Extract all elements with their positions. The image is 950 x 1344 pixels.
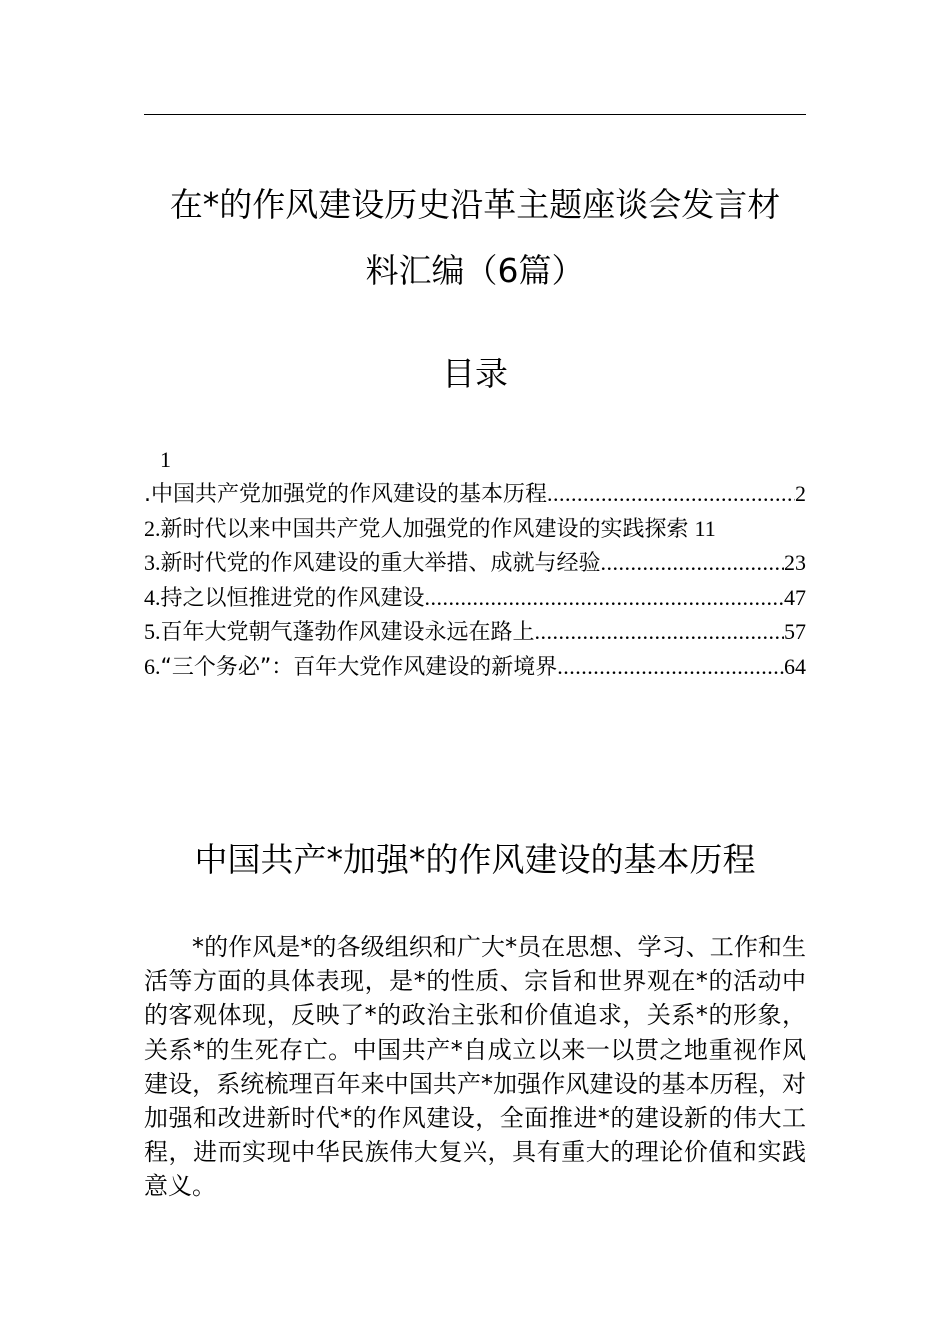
toc-entry-text: “三个务必”：百年大党作风建设的新境界	[160, 654, 558, 680]
toc-heading: 目录	[442, 354, 508, 393]
toc-entry-page: 57	[784, 619, 806, 644]
document-title-line-2: 料汇编（6篇）	[365, 251, 585, 290]
toc-entry-5[interactable]	[144, 615, 806, 650]
toc-entry-text: .中国共产党加强党的作风建设的基本历程	[144, 482, 547, 507]
toc-entry-6[interactable]	[144, 650, 806, 685]
toc-entry-number: 2.	[144, 515, 161, 541]
toc-entry-number: 6.	[144, 653, 161, 679]
toc-entry-page: 2	[795, 481, 806, 506]
toc-entry-text: 持之以恒推进党的作风建设	[160, 585, 425, 611]
toc-entry-number: 3.	[144, 550, 161, 575]
toc-entry-text: 百年大党朝气蓬勃作风建设永远在路上	[160, 620, 535, 645]
toc-first-number: 1	[160, 447, 171, 472]
toc-entry-number: 5.	[144, 619, 161, 644]
toc-entry-page: 47	[784, 584, 806, 610]
toc-entry-page: 11	[694, 515, 716, 541]
table-of-contents	[144, 443, 806, 684]
toc-entry-text: 新时代党的作风建设的重大举措、成就与经验	[160, 551, 601, 576]
toc-entry-4[interactable]	[144, 581, 806, 616]
toc-dot-leader	[425, 581, 784, 616]
document-title-line-1: 在*的作风建设历史沿革主题座谈会发言材	[169, 185, 781, 224]
toc-entry-text: 新时代以来中国共产党人加强党的作风建设的实践探索	[160, 516, 689, 542]
toc-dot-leader	[535, 615, 784, 650]
header-rule	[144, 114, 806, 115]
toc-entry-1[interactable]	[144, 477, 806, 512]
toc-dot-leader	[557, 650, 784, 685]
toc-entry-3[interactable]	[144, 546, 806, 581]
toc-dot-leader	[601, 546, 784, 581]
toc-entry-page: 64	[784, 653, 806, 679]
toc-dot-leader	[547, 477, 795, 512]
document-title	[144, 172, 806, 304]
toc-entry-page: 23	[784, 550, 806, 575]
section-title: 中国共产*加强*的作风建设的基本历程	[194, 840, 756, 879]
toc-entry-2[interactable]	[144, 512, 806, 547]
body-paragraph: *的作风是*的各级组织和广大*员在思想、学习、工作和生活等方面的具体表现，是*的性质、宗旨和世界观在*的活动中的客观体现，反映了*的政治主张和价值追求，关系*的形象，关系*的生死存亡。中国共产*自成立以来一以贯之地重视作风建设，系统梳理百年来中国共产*加强作风建设的基本历程，对加强和改进新时代*的作风建设，全面推进*的建设新的伟大工程，进而实现中华民族伟大复兴，具有重大的理论价值和实践意义。	[144, 933, 806, 1201]
toc-entry-number: 4.	[144, 584, 161, 610]
